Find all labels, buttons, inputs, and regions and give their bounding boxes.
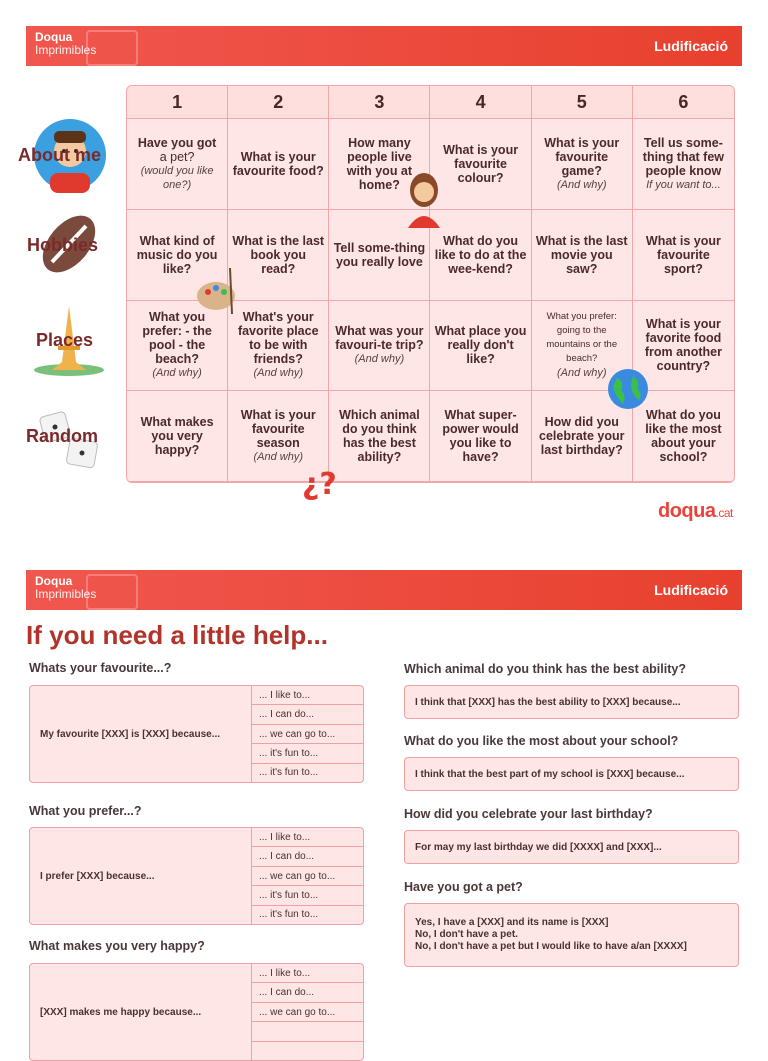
option-item: ... we can go to... xyxy=(252,867,363,886)
question-cell: What is your favourite season (And why) xyxy=(228,391,329,482)
question-cell: What place you really don't like? xyxy=(430,301,531,392)
option-item: ... I can do... xyxy=(252,705,363,724)
option-item: ... I can do... xyxy=(252,847,363,866)
second-banner xyxy=(26,570,742,610)
question-cell: What is your favourite colour? xyxy=(430,119,531,210)
sentence-box: I think that [XXX] has the best ability to [XXX] because... xyxy=(404,685,739,719)
pet-answer-line: No, I don't have a pet but I would like to have a/an [XXXX] xyxy=(415,941,687,952)
brand-logo: Doqua Imprimibles xyxy=(35,574,97,601)
question-cell: What you prefer: - the pool - the beach? (And why) xyxy=(127,301,228,392)
question-mark-icon xyxy=(300,460,356,502)
question-cell: Tell some-thing you really love xyxy=(329,210,430,301)
question-cell: What is the last book you read? xyxy=(228,210,329,301)
banner-title: Ludificació xyxy=(654,38,728,54)
help-question: How did you celebrate your last birthday? xyxy=(404,807,653,821)
sentence-box xyxy=(29,827,364,925)
svg-text:¿?: ¿? xyxy=(302,467,337,502)
options-list xyxy=(251,828,363,924)
option-item: ... it's fun to... xyxy=(252,744,363,763)
row-label-random: Random xyxy=(26,426,98,446)
option-item: ... I like to... xyxy=(252,686,363,705)
paint-palette-icon xyxy=(196,266,242,316)
globe-icon xyxy=(607,368,649,410)
question-cell: What is your favourite food? xyxy=(228,119,329,210)
sentence-box xyxy=(404,903,739,967)
question-cell: What makes you very happy? xyxy=(127,391,228,482)
sentence-box: I think that the best part of my school is [XXX] because... xyxy=(404,757,739,791)
option-item: ... it's fun to... xyxy=(259,767,319,779)
banner-title: Ludificació xyxy=(654,582,728,598)
question-cell: Tell us some-thing that few people know If you want to... xyxy=(633,119,734,210)
column-header: 4 xyxy=(430,86,531,119)
question-cell: What kind of music do you like? xyxy=(127,210,228,301)
question-cell: What you prefer: going to the mountains or the beach? (And why) xyxy=(532,301,633,392)
sentence-starter: My favourite [XXX] is [XXX] because... xyxy=(40,728,221,740)
help-question: What you prefer...? xyxy=(29,804,142,818)
pet-answer-line: Yes, I have a [XXX] and its name is [XXX] xyxy=(415,917,609,928)
question-cell: What is your favourite game? (And why) xyxy=(532,119,633,210)
doqua-logo: doqua.cat xyxy=(658,500,733,522)
question-cell: How did you celebrate your last birthday? xyxy=(532,391,633,482)
question-cell: What's your favorite place to be with friends? (And why) xyxy=(228,301,329,392)
girl-avatar-icon xyxy=(400,170,444,228)
option-item: ... I like to... xyxy=(252,964,363,983)
option-item: ... we can go to... xyxy=(252,1003,363,1022)
help-question: What do you like the most about your school? xyxy=(404,734,679,748)
sentence-box: For may my last birthday we did [XXXX] and [XXX]... xyxy=(404,830,739,864)
sentence-box xyxy=(29,963,364,1061)
top-banner xyxy=(26,26,742,66)
option-item: ... we can go to... xyxy=(252,725,363,744)
pet-answer-line: No, I don't have a pet. xyxy=(415,929,518,940)
help-question: What makes you very happy? xyxy=(29,939,205,953)
options-list xyxy=(251,964,363,1060)
row-label-about-me: About me xyxy=(18,145,101,165)
question-cell: Have you got a pet? (would you like one?) xyxy=(127,119,228,210)
sentence-starter: I prefer [XXX] because... xyxy=(40,870,155,882)
question-cell: Which animal do you think has the best ability? xyxy=(329,391,430,482)
help-question: Have you got a pet? xyxy=(404,880,523,894)
option-item xyxy=(252,1042,363,1060)
question-cell: What is your favorite food from another country? xyxy=(633,301,734,392)
column-header: 6 xyxy=(633,86,734,119)
column-header: 2 xyxy=(228,86,329,119)
question-cell: What do you like the most about your school? xyxy=(633,391,734,482)
option-item: ... it's fun to... xyxy=(252,886,363,905)
option-item: ... it's fun to... xyxy=(259,909,319,921)
row-label-hobbies: Hobbies xyxy=(27,235,99,255)
option-item: ... I like to... xyxy=(252,828,363,847)
help-title: If you need a little help... xyxy=(26,620,328,650)
question-cell: What do you like to do at the wee-kend? xyxy=(430,210,531,301)
sentence-box xyxy=(29,685,364,783)
row-label-places: Places xyxy=(36,330,94,350)
question-cell: What super-power would you like to have? xyxy=(430,391,531,482)
option-item: ... I can do... xyxy=(252,983,363,1002)
question-cell: What is the last movie you saw? xyxy=(532,210,633,301)
column-header: 3 xyxy=(329,86,430,119)
question-cell: How many people live with you at home? xyxy=(329,119,430,210)
options-list xyxy=(251,686,363,782)
help-question: Whats your favourite...? xyxy=(29,661,172,675)
option-item xyxy=(252,1022,363,1041)
question-cell: What was your favouri-te trip? (And why) xyxy=(329,301,430,392)
column-header: 1 xyxy=(127,86,228,119)
sentence-starter: [XXX] makes me happy because... xyxy=(40,1006,202,1018)
brand-logo: Doqua Imprimibles xyxy=(35,30,97,57)
help-question: Which animal do you think has the best ability? xyxy=(404,662,686,676)
question-cell: What is your favourite sport? xyxy=(633,210,734,301)
column-header: 5 xyxy=(532,86,633,119)
